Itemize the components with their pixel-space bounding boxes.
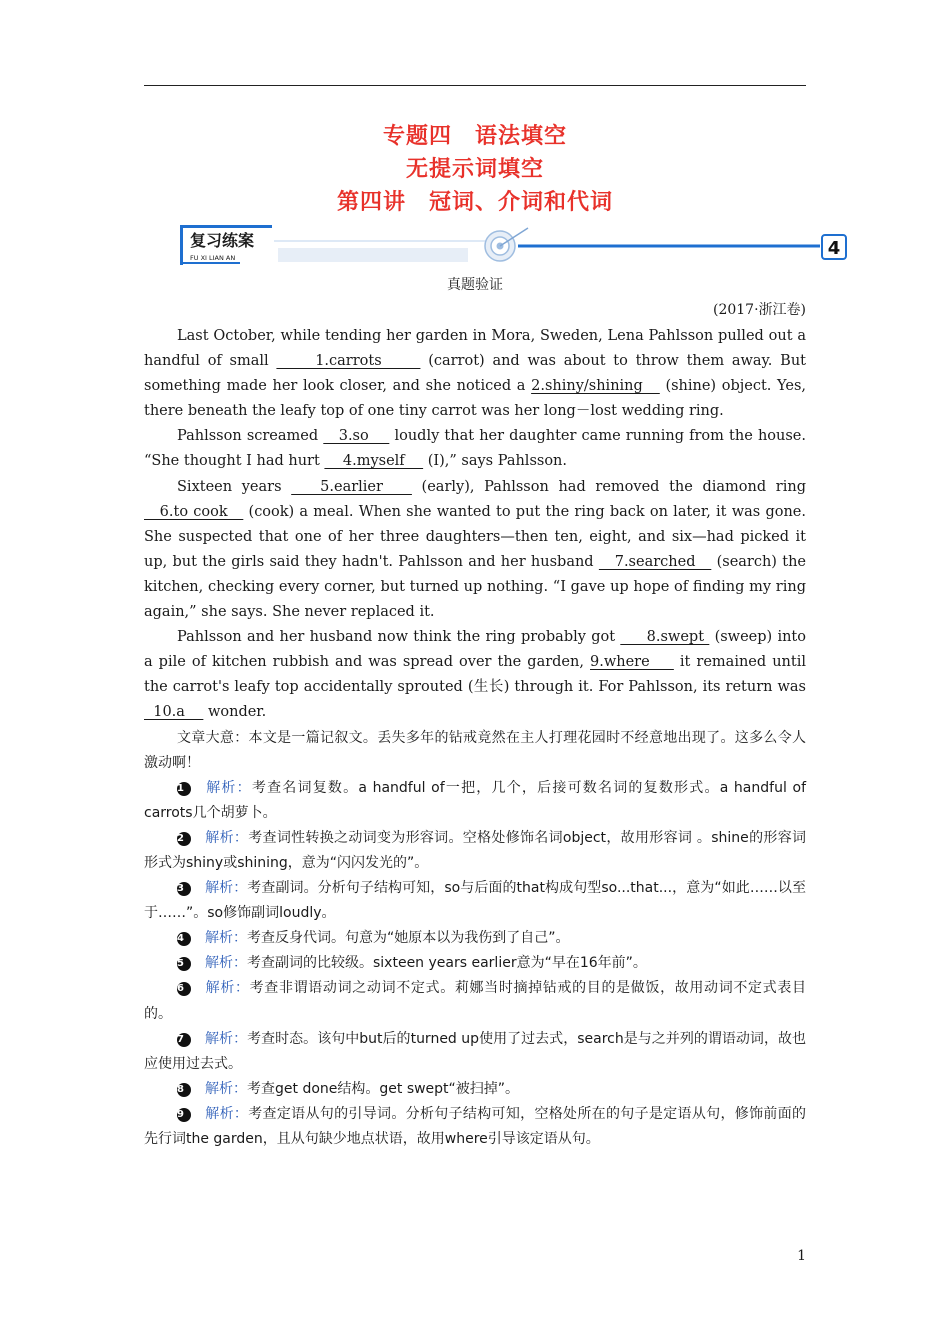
analysis-text: 考查时态。该句中but后的turned up使用了过去式，search是与之并列的谓语动词，故也应使用过去式。 (144, 1030, 806, 1072)
answer-blank: 3.so (323, 428, 390, 445)
analysis-text: 考查副词。分析句子结构可知，so与后面的that构成句型so...that...，意为“如此……以至于……”。so修饰副词loudly。 (144, 880, 806, 922)
analysis-note (144, 1102, 806, 1152)
note-number-icon: 1 (177, 782, 191, 796)
title-block (144, 120, 806, 219)
passage-text: (early), Pahlsson had removed the diamond ring (411, 478, 806, 495)
analysis-label: 解析： (205, 829, 249, 846)
note-number-icon: 7 (177, 1033, 191, 1047)
banner-pinyin: FU XI LIAN AN (190, 254, 236, 262)
passage-text: Sixteen years (177, 478, 292, 495)
analysis-text: 考查get done结构。get swept“被扫掉”。 (247, 1080, 520, 1097)
summary: 文章大意：本文是一篇记叙文。丢失多年的钻戒竟然在主人打理花园时不经意地出现了。这多么令人激动啊！ (144, 729, 806, 771)
passage-text: (sweep) into a pile of kitchen rubbish and was spread over the garden, (144, 629, 806, 671)
analysis-label: 解析： (205, 779, 252, 796)
answer-blank: 10.a (144, 704, 204, 721)
topic-title: 专题四 语法填空 (382, 124, 567, 149)
passage-text: Last October, while tending her garden in Mora, Sweden, Lena Pahlsson pulled out a handful of small (144, 328, 806, 370)
note-number-icon: 8 (177, 1083, 191, 1097)
analysis-label: 解析： (205, 955, 247, 972)
answer-blank: 5.earlier (291, 478, 412, 495)
analysis-notes (144, 776, 806, 1152)
note-number-icon: 2 (177, 832, 191, 846)
analysis-text: 考查词性转换之动词变为形容词。空格处修饰名词object，故用形容词 。shine的形容词形式为shiny或shining，意为“闪闪发光的”。 (144, 829, 806, 871)
note-number-icon: 3 (177, 882, 191, 896)
analysis-note (144, 926, 806, 951)
analysis-text: 考查副词的比较级。sixteen years earlier意为“早在16年前”。 (247, 955, 647, 972)
analysis-text: 考查非谓语动词之动词不定式。莉娜当时摘掉钻戒的目的是做饭，故用动词不定式表目的。 (144, 980, 807, 1022)
answer-blank: 2.shiny/shining (531, 378, 660, 395)
passage-text: loudly that her daughter came running from the house. “She thought I had hurt (144, 428, 806, 470)
analysis-label: 解析： (205, 930, 247, 947)
analysis-text: 考查定语从句的引导词。分析句子结构可知，空格处所在的句子是定语从句，修饰前面的先行词the garden，且从句缺少地点状语，故用where引导该定语从句。 (144, 1105, 807, 1147)
passage-paragraph (144, 324, 806, 424)
lecture-title: 第四讲 冠词、介词和代词 (336, 190, 613, 215)
source-label: (2017·浙江卷) (712, 302, 806, 318)
passage-paragraph (144, 625, 806, 725)
passage-text: (search) the kitchen, checking every corner, but turned up nothing. “I gave up hope of finding my ring again,” she says. She never replaced it. (144, 553, 806, 621)
analysis-note (144, 876, 806, 926)
answer-blank: 4.myself (324, 453, 424, 470)
analysis-note (144, 776, 806, 826)
analysis-label: 解析： (205, 1080, 247, 1097)
analysis-note (144, 1077, 806, 1102)
analysis-label: 解析： (205, 980, 250, 997)
passage-paragraph (144, 475, 806, 626)
passage-text: wonder. (203, 704, 267, 721)
note-number-icon: 5 (177, 957, 191, 971)
note-number-icon: 9 (177, 1108, 191, 1122)
subtopic-title: 无提示词填空 (405, 157, 544, 182)
passage-text: (shine) object. Yes, there beneath the leafy top of one tiny carrot was her long－lost wedding ring. (144, 378, 806, 420)
note-number-icon: 6 (177, 982, 191, 996)
page-number: 1 (797, 1248, 806, 1264)
passage-paragraph (144, 424, 806, 474)
document-body (144, 324, 806, 1152)
analysis-label: 解析： (205, 1105, 249, 1122)
lesson-badge: 4 (827, 238, 841, 259)
analysis-note (144, 976, 806, 1026)
analysis-label: 解析： (205, 880, 248, 897)
passage-text: (carrot) and was about to throw them away. But something made her look closer, and she noticed a (144, 353, 806, 395)
header-rule (144, 85, 806, 86)
analysis-text: 考查反身代词。句意为“她原本以为我伤到了自己”。 (247, 930, 570, 947)
answer-blank: 8.swept (620, 629, 710, 646)
passage-text: (I),” says Pahlsson. (423, 453, 568, 470)
passage (144, 324, 806, 726)
passage-text: Pahlsson and her husband now think the ring probably got (177, 629, 621, 646)
analysis-text: 考查名词复数。a handful of一把，几个，后接可数名词的复数形式。a handful of carrots几个胡萝卜。 (144, 779, 806, 821)
answer-blank: 9.where (590, 654, 674, 671)
passage-text: it remained until the carrot's leafy top accidentally sprouted (生长) through it. For Pahlsson, its return was (144, 654, 806, 696)
section-title: 真题验证 (447, 277, 503, 293)
analysis-note (144, 826, 806, 876)
answer-blank: 6.to cook (144, 503, 244, 520)
banner-label: 复习练案 (190, 231, 255, 250)
review-banner (178, 222, 848, 270)
note-number-icon: 4 (177, 932, 191, 946)
answer-blank: 1.carrots (276, 353, 421, 370)
analysis-note (144, 951, 806, 976)
analysis-label: 解析： (205, 1030, 248, 1047)
analysis-note (144, 1027, 806, 1077)
passage-text: (cook) a meal. When she wanted to put the ring back on later, it was gone. She suspected that one of her three daughters—then ten, eight, and six—had picked it up, but the girls said they hadn't. Pahlsson and her husband (144, 503, 806, 570)
passage-text: Pahlsson screamed (177, 428, 324, 445)
answer-blank: 7.searched (598, 553, 712, 570)
